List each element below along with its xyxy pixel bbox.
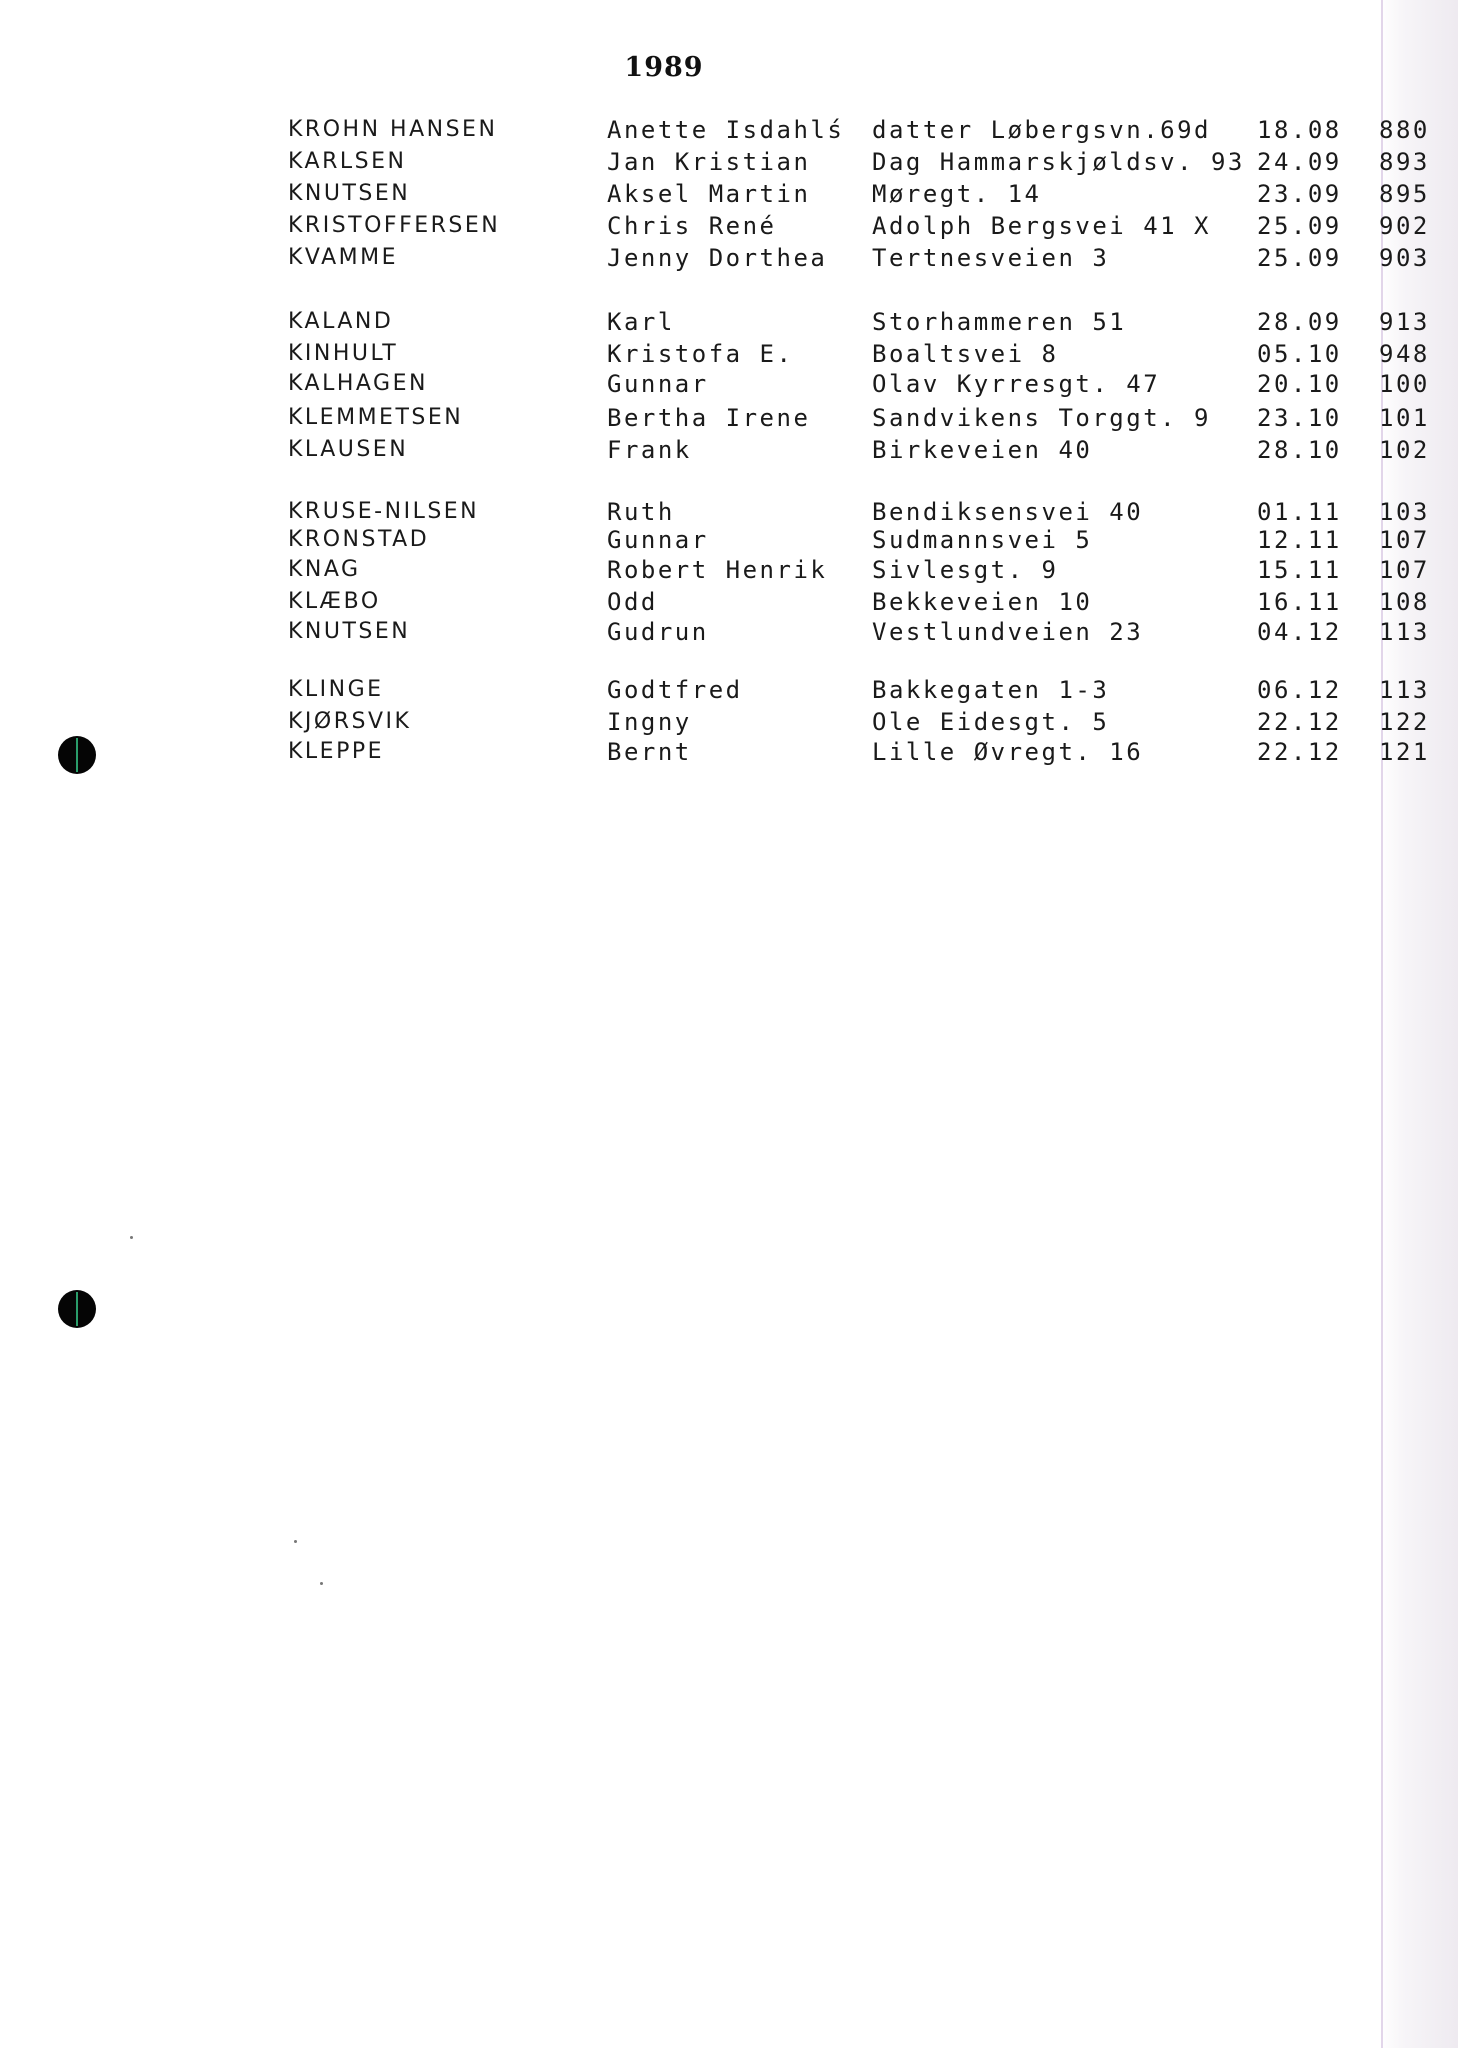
- number-cell: 902: [1379, 212, 1430, 240]
- number-cell: 122: [1379, 708, 1430, 736]
- date-cell: 24.09: [1257, 148, 1342, 176]
- date-cell: 28.10: [1257, 436, 1342, 464]
- surname-cell: KINHULT: [288, 341, 399, 366]
- date-cell: 20.10: [1257, 370, 1342, 398]
- paper-speck: [294, 1540, 297, 1543]
- address-cell: Bekkeveien 10: [872, 588, 1093, 616]
- register-row: [0, 554, 1458, 586]
- register-row: [0, 210, 1458, 242]
- given-name-cell: Gunnar: [607, 370, 709, 398]
- given-name-cell: Frank: [607, 436, 692, 464]
- surname-cell: KRISTOFFERSEN: [288, 213, 501, 238]
- address-cell: datter Løbergsvn.69d: [872, 116, 1211, 144]
- given-name-cell: Bertha Irene: [607, 404, 811, 432]
- given-name-cell: Gunnar: [607, 526, 709, 554]
- register-row: [0, 524, 1458, 556]
- given-name-cell: Jenny Dorthea: [607, 244, 828, 272]
- address-cell: Tertnesveien 3: [872, 244, 1110, 272]
- number-cell: 107: [1379, 526, 1430, 554]
- punch-hole-mark: [76, 1292, 78, 1326]
- address-cell: Adolph Bergsvei 41 X: [872, 212, 1211, 240]
- date-cell: 16.11: [1257, 588, 1342, 616]
- given-name-cell: Jan Kristian: [607, 148, 811, 176]
- punch-hole-mark: [76, 738, 78, 772]
- register-row: [0, 586, 1458, 618]
- address-cell: Birkeveien 40: [872, 436, 1093, 464]
- register-row: [0, 706, 1458, 738]
- paper-speck: [320, 1582, 323, 1585]
- address-cell: Møregt. 14: [872, 180, 1042, 208]
- number-cell: 880: [1379, 116, 1430, 144]
- date-cell: 25.09: [1257, 244, 1342, 272]
- surname-cell: KLEMMETSEN: [288, 405, 464, 430]
- given-name-cell: Kristofa E.: [607, 340, 794, 368]
- date-cell: 25.09: [1257, 212, 1342, 240]
- date-cell: 01.11: [1257, 498, 1342, 526]
- address-cell: Sandvikens Torggt. 9: [872, 404, 1211, 432]
- number-cell: 893: [1379, 148, 1430, 176]
- register-row: [0, 674, 1458, 706]
- number-cell: 895: [1379, 180, 1430, 208]
- register-row: [0, 434, 1458, 466]
- number-cell: 103: [1379, 498, 1430, 526]
- register-row: [0, 368, 1458, 400]
- given-name-cell: Aksel Martin: [607, 180, 811, 208]
- register-row: [0, 114, 1458, 146]
- number-cell: 108: [1379, 588, 1430, 616]
- number-cell: 102: [1379, 436, 1430, 464]
- number-cell: 913: [1379, 308, 1430, 336]
- register-row: [0, 146, 1458, 178]
- date-cell: 18.08: [1257, 116, 1342, 144]
- date-cell: 22.12: [1257, 738, 1342, 766]
- surname-cell: KLINGE: [288, 677, 384, 702]
- surname-cell: KALHAGEN: [288, 371, 428, 396]
- paper-speck: [130, 1236, 133, 1239]
- given-name-cell: Odd: [607, 588, 658, 616]
- surname-cell: KJØRSVIK: [288, 709, 412, 734]
- date-cell: 04.12: [1257, 618, 1342, 646]
- given-name-cell: Chris René: [607, 212, 777, 240]
- surname-cell: KRONSTAD: [288, 527, 430, 552]
- surname-cell: KROHN HANSEN: [288, 117, 498, 142]
- date-cell: 23.09: [1257, 180, 1342, 208]
- given-name-cell: Godtfred: [607, 676, 743, 704]
- year-heading: 1989: [624, 52, 704, 83]
- number-cell: 101: [1379, 404, 1430, 432]
- surname-cell: KNUTSEN: [288, 619, 411, 644]
- date-cell: 22.12: [1257, 708, 1342, 736]
- given-name-cell: Bernt: [607, 738, 692, 766]
- date-cell: 28.09: [1257, 308, 1342, 336]
- register-row: [0, 178, 1458, 210]
- surname-cell: KRUSE-NILSEN: [288, 499, 480, 524]
- surname-cell: KLEPPE: [288, 739, 385, 764]
- surname-cell: KNUTSEN: [288, 181, 411, 206]
- given-name-cell: Robert Henrik: [607, 556, 828, 584]
- address-cell: Sivlesgt. 9: [872, 556, 1059, 584]
- address-cell: Ole Eidesgt. 5: [872, 708, 1110, 736]
- date-cell: 05.10: [1257, 340, 1342, 368]
- date-cell: 15.11: [1257, 556, 1342, 584]
- address-cell: Sudmannsvei 5: [872, 526, 1093, 554]
- given-name-cell: Ingny: [607, 708, 692, 736]
- given-name-cell: Ruth: [607, 498, 675, 526]
- address-cell: Lille Øvregt. 16: [872, 738, 1144, 766]
- number-cell: 100: [1379, 370, 1430, 398]
- number-cell: 107: [1379, 556, 1430, 584]
- register-row: [0, 242, 1458, 274]
- number-cell: 903: [1379, 244, 1430, 272]
- address-cell: Bendiksensvei 40: [872, 498, 1144, 526]
- surname-cell: KARLSEN: [288, 149, 407, 174]
- address-cell: Bakkegaten 1-3: [872, 676, 1110, 704]
- address-cell: Vestlundveien 23: [872, 618, 1144, 646]
- surname-cell: KLÆBO: [288, 589, 381, 614]
- given-name-cell: Karl: [607, 308, 675, 336]
- number-cell: 948: [1379, 340, 1430, 368]
- surname-cell: KVAMME: [288, 245, 398, 270]
- address-cell: Olav Kyrresgt. 47: [872, 370, 1161, 398]
- surname-cell: KALAND: [288, 309, 394, 334]
- given-name-cell: Anette Isdahlś: [607, 116, 845, 144]
- address-cell: Dag Hammarskjøldsv. 93: [872, 148, 1245, 176]
- surname-cell: KNAG: [288, 557, 361, 582]
- given-name-cell: Gudrun: [607, 618, 709, 646]
- date-cell: 12.11: [1257, 526, 1342, 554]
- number-cell: 113: [1379, 618, 1430, 646]
- surname-cell: KLAUSEN: [288, 437, 409, 462]
- number-cell: 121: [1379, 738, 1430, 766]
- register-row: [0, 402, 1458, 434]
- register-row: [0, 616, 1458, 648]
- address-cell: Boaltsvei 8: [872, 340, 1059, 368]
- register-row: [0, 338, 1458, 370]
- register-row: [0, 306, 1458, 338]
- register-row: [0, 736, 1458, 768]
- date-cell: 23.10: [1257, 404, 1342, 432]
- address-cell: Storhammeren 51: [872, 308, 1127, 336]
- number-cell: 113: [1379, 676, 1430, 704]
- date-cell: 06.12: [1257, 676, 1342, 704]
